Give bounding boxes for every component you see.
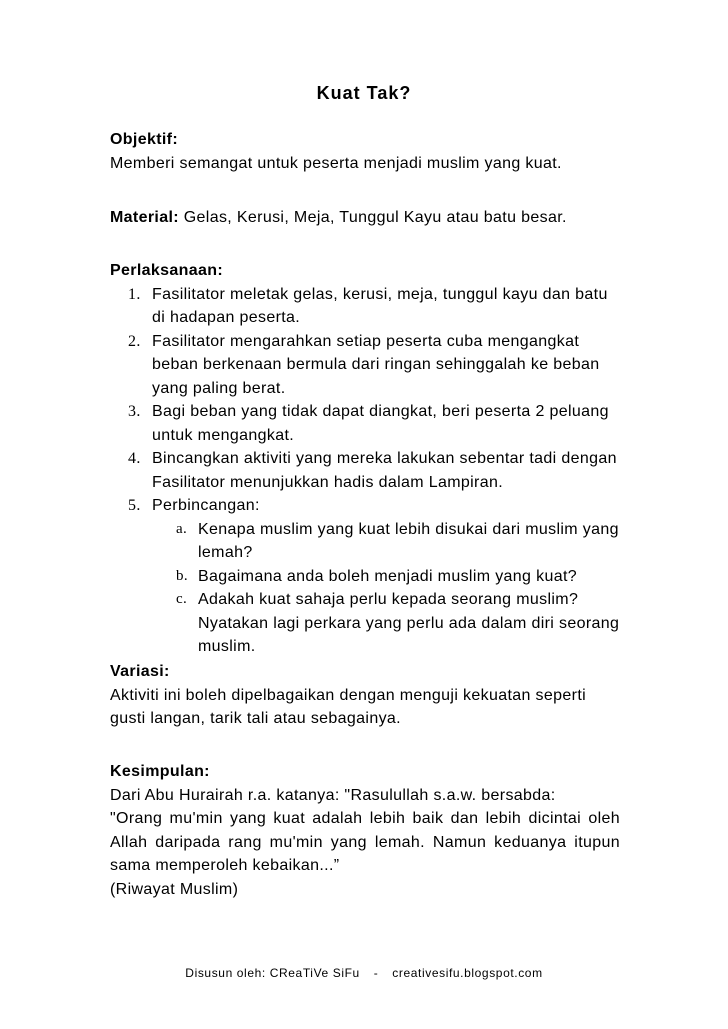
list-number: 1. — [128, 285, 141, 303]
sublist-item-text: Adakah kuat sahaja perlu kepada seorang muslim? Nyatakan lagi perkara yang perlu ada dalam diri seorang muslim. — [198, 591, 620, 655]
perlaksanaan-section — [110, 259, 620, 659]
hadith-source: (Riwayat Muslim) — [110, 880, 239, 898]
list-number: 5. — [128, 497, 141, 514]
sublist-item-text: Kenapa muslim yang kuat lebih disukai dari muslim yang lemah? — [198, 520, 619, 561]
list-number: 3. — [128, 403, 141, 420]
list-item — [110, 400, 620, 447]
material-text: Gelas, Kerusi, Meja, Tunggul Kayu atau batu besar. — [183, 209, 567, 226]
list-item-text: Perbincangan: — [152, 497, 260, 514]
variasi-heading: Variasi: — [110, 663, 170, 680]
variasi-text: Aktiviti ini boleh dipelbagaikan dengan menguji kekuatan seperti gusti langan, tarik tali atau sebagainya. — [110, 686, 587, 727]
footer-author: Disusun oleh: CReaTiVe SiFu — [185, 966, 360, 980]
sublist-item — [110, 565, 620, 589]
sublist-item — [110, 588, 620, 659]
objektif-section — [110, 128, 620, 175]
sublist-letter: a. — [176, 520, 188, 537]
sublist-item-text: Bagaimana anda boleh menjadi muslim yang kuat? — [198, 567, 577, 585]
list-item-text: Bagi beban yang tidak dapat diangkat, beri peserta 2 peluang untuk mengangkat. — [152, 403, 609, 444]
sublist-letter: b. — [176, 567, 188, 584]
list-item-text: Fasilitator mengarahkan setiap peserta cuba mengangkat beban berkenaan bermula dari ringan sehinggalah ke beban yang paling berat. — [152, 332, 600, 397]
perbincangan-sublist — [152, 518, 620, 659]
perlaksanaan-heading: Perlaksanaan: — [110, 262, 224, 279]
material-section — [110, 206, 620, 230]
kesimpulan-intro: Dari Abu Hurairah r.a. katanya: "Rasulullah s.a.w. bersabda: — [110, 786, 556, 804]
list-item — [110, 330, 620, 401]
page-title: Kuat Tak? — [316, 83, 412, 103]
variasi-section — [110, 660, 620, 731]
objektif-text: Memberi semangat untuk peserta menjadi muslim yang kuat. — [110, 154, 562, 172]
list-item — [110, 447, 620, 494]
page-footer — [0, 966, 728, 980]
kesimpulan-heading: Kesimpulan: — [110, 763, 210, 780]
hadith-quote: "Orang mu'min yang kuat adalah lebih baik dan lebih dicintai oleh Allah daripada rang mu'min yang lemah. Namun keduanya itupun sama memperoleh kebaikan...” — [110, 810, 620, 874]
sublist-item — [110, 518, 620, 565]
sublist-letter: c. — [176, 591, 188, 607]
list-item-text: Bincangkan aktiviti yang mereka lakukan sebentar tadi dengan Fasilitator menunjukkan hadis dalam Lampiran. — [152, 450, 617, 491]
kesimpulan-section — [110, 760, 620, 901]
objektif-heading: Objektif: — [110, 131, 179, 148]
footer-website: creativesifu.blogspot.com — [392, 966, 543, 980]
list-item-text: Fasilitator meletak gelas, kerusi, meja, tunggul kayu dan batu di hadapan peserta. — [152, 285, 608, 326]
perlaksanaan-list — [110, 283, 620, 659]
footer-separator: - — [373, 966, 379, 980]
list-item — [110, 494, 620, 659]
list-item — [110, 283, 620, 330]
list-number: 2. — [128, 332, 141, 350]
material-heading: Material: — [110, 209, 179, 226]
list-number: 4. — [128, 450, 141, 467]
